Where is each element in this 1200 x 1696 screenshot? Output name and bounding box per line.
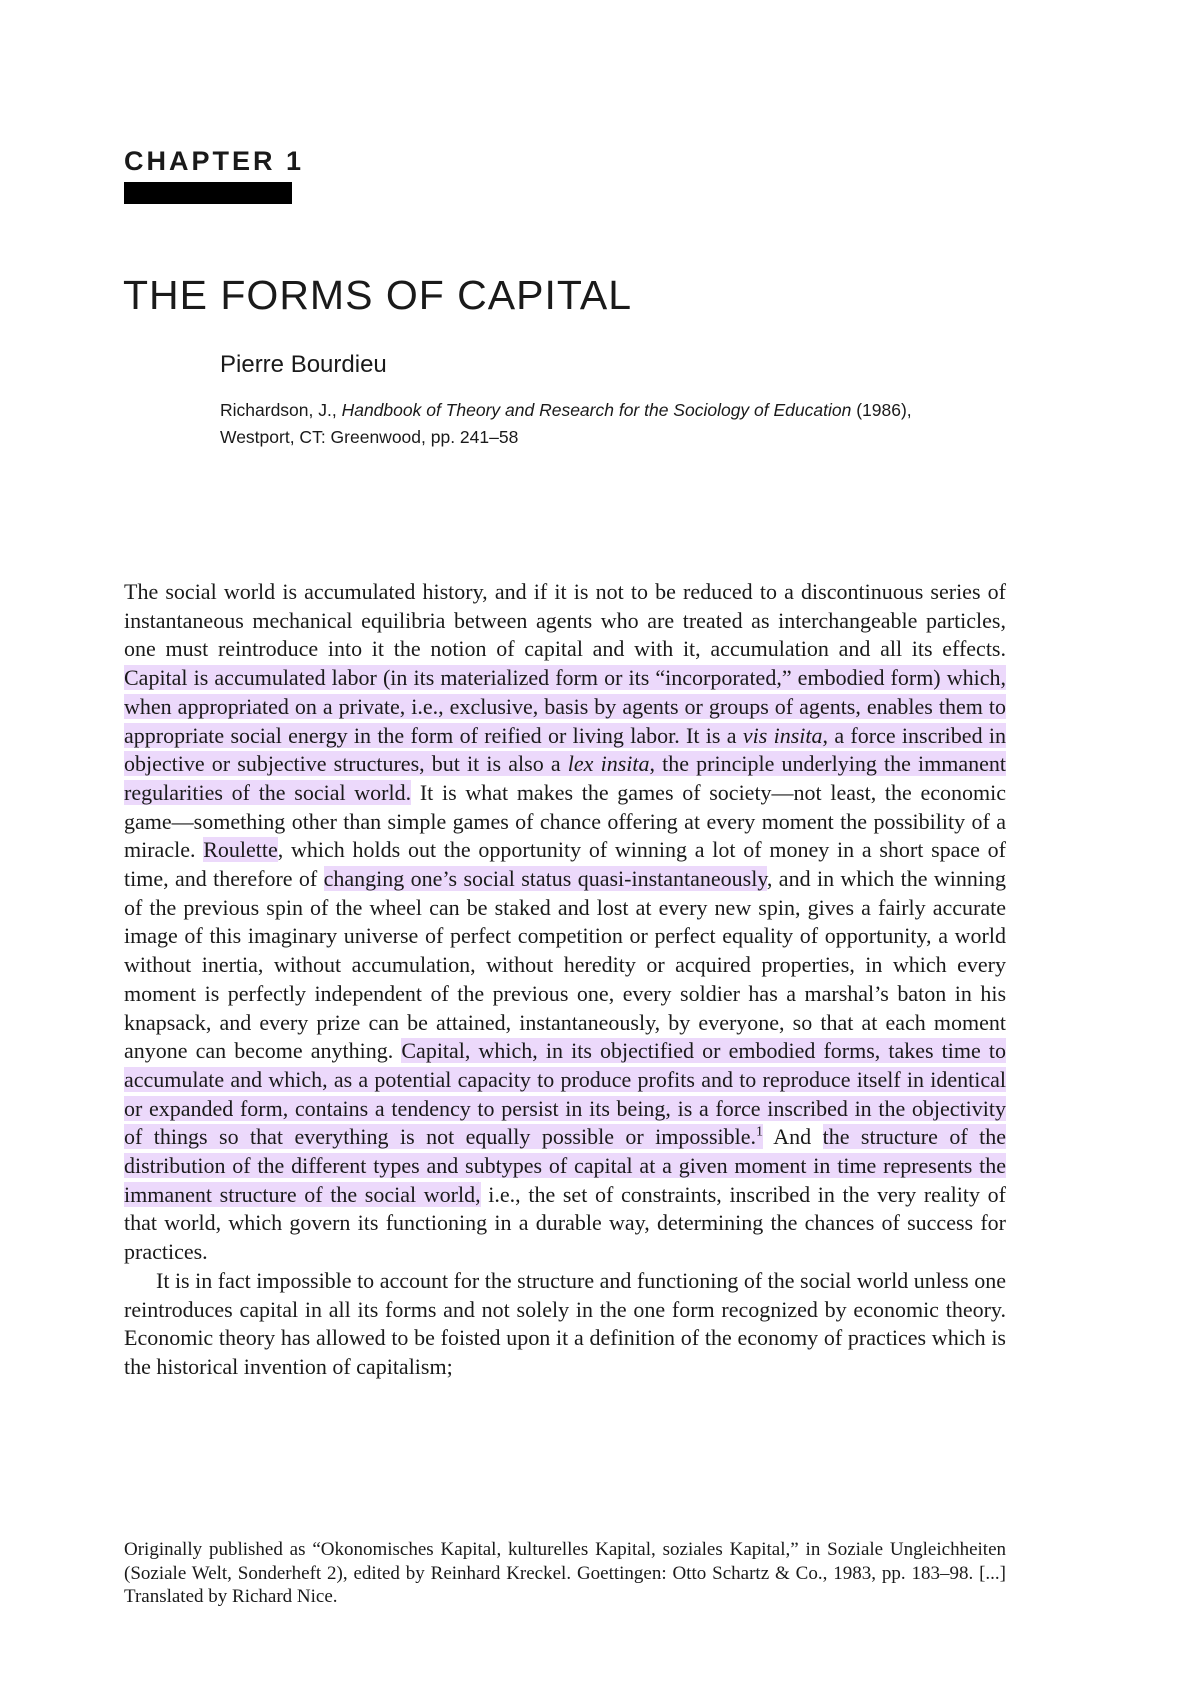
text-run: Capital is accumulated labor (in its materialized form or its “incorporated,” embodied form) which, when appropriated on a private, i.e., exclusive, basis by agents or groups of agents, enables them to appropriate social energy in the form of reified or living labor. It is a — [124, 665, 1006, 748]
citation-book-title: Handbook of Theory and Research for the Sociology of Education — [341, 400, 852, 420]
paragraph-2: It is in fact impossible to account for the structure and functioning of the social world unless one reintroduces capital in all its forms and not solely in the one form recognized by economic theory. Economic theory has allowed to be foisted upon it a definition of the economy of practices which is the historical invention of capitalism; — [124, 1267, 1006, 1379]
chapter-rule — [124, 182, 292, 204]
text-run: And — [763, 1124, 823, 1150]
text-run: , the principle underlying the immanent regularities of the social world. — [124, 751, 1006, 805]
citation-publisher: Westport, CT: Greenwood, pp. 241–58 — [220, 427, 519, 447]
publication-footnote: Originally published as “Okonomisches Kapital, kulturelles Kapital, soziales Kapital,” in Soziale Ungleichheiten (Soziale Welt, Sonderheft 2), edited by Reinhard Kreckel. Goettingen: Otto Schartz & Co., 1983, pp. 183–98. [...] Translated by Richard Nice. — [124, 1539, 1006, 1607]
paragraph-1 — [124, 578, 1006, 1267]
text-run: , which holds out the opportunity of winning a lot of money in a short space of time, and therefore of — [124, 837, 1007, 892]
text-run-italic: vis insita — [742, 722, 823, 748]
author-name: Pierre Bourdieu — [220, 351, 387, 378]
citation-prefix: Richardson, J., — [220, 400, 342, 420]
source-citation — [220, 397, 912, 451]
text-run: It is what makes the games of society—not least, the economic game—something other than simple games of chance offering at every moment the possibility of a miracle. — [124, 779, 1006, 863]
text-run: , and in which the winning of the previous spin of the wheel can be staked and lost at every new spin, gives a fairly accurate image of this imaginary universe of perfect competition or perfect equality of opportunity, a world without inertia, without accumulation, without heredity or acquired properties, in which every moment is perfectly independent of the previous one, every soldier has a marshal’s baton in his knapsack, and every prize can be attained, instantaneously, by everyone, so that at each moment anyone can become anything. — [124, 866, 1006, 1064]
citation-year: (1986), — [851, 400, 912, 420]
text-run-italic: lex insita — [567, 751, 650, 777]
highlight-capital-structure: the structure of the distribution of the different types and subtypes of capital at a given moment in time represents the immanent structure of the social world, — [124, 1124, 1006, 1207]
body-text — [124, 578, 1006, 1382]
text-run: The social world is accumulated history, and if it is not to be reduced to a discontinuous series of instantaneous mechanical equilibria between agents who are treated as interchangeable particles, one must reintroduce into it the notion of capital and with it, accumulation and all its effects. — [124, 579, 1006, 662]
footnote-marker[interactable]: 1 — [756, 1125, 764, 1141]
text-run: Capital, which, in its objectified or embodied forms, takes time to accumulate and which, as a potential capacity to produce profits and to reproduce itself in identical or expanded form, contains a tendency to persist in its being, is a force inscribed in the objectivity of things so that everything is not equally possible or impossible. — [124, 1038, 1006, 1150]
highlight-social-status: changing one’s social status quasi-instantaneously — [323, 866, 767, 892]
chapter-label: CHAPTER 1 — [124, 146, 305, 176]
text-run: i.e., the set of constraints, inscribed in the very reality of that world, which govern its functioning in a durable way, determining the chances of success for practices. — [124, 1181, 1007, 1265]
highlight-roulette: Roulette — [203, 837, 278, 863]
chapter-title: THE FORMS OF CAPITAL — [123, 272, 632, 318]
text-run: , a force inscribed in objective or subjective structures, but it is also a — [124, 722, 1006, 777]
